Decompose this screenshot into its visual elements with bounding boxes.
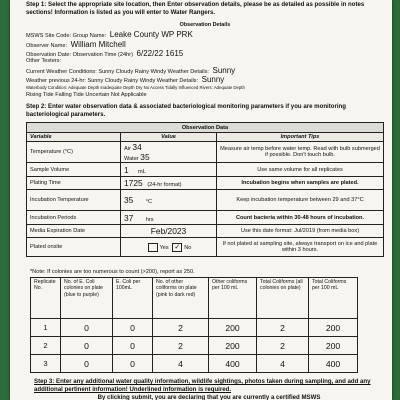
rep-header-replicate: Replicate No. [31, 278, 61, 319]
media-expiration-label: Media Expiration Date [27, 225, 121, 238]
header-variable: Variable [27, 133, 121, 142]
rep-header-ecoli-per-100ml: E. Coli per 100mL [113, 278, 153, 319]
total-per-100ml: 200 [309, 337, 358, 355]
table-row [31, 355, 358, 373]
step1-instructions: Step 1: Select the appropriate site location, then Enter observation details, please be as detailed as possible in notes sections! Information is listed as you will enter to Water Rangers. [26, 1, 365, 16]
plated-onsite-tip: If not plated at sampling site, always transport on ice and plate within 3 hours. [217, 238, 384, 257]
date-value: 6/22/22 1615 [136, 49, 184, 58]
data-sheet [10, 0, 392, 400]
header-tips: Important Tips [217, 133, 384, 142]
incubation-temp-tip: Keep incubation temperature between 29 and 37°C [217, 190, 384, 211]
other-colonies: 4 [153, 355, 209, 373]
date-line [26, 49, 183, 58]
media-expiration-value: Feb/2023 [150, 226, 187, 236]
plating-time-value: 1725 [124, 178, 143, 188]
table-row [31, 337, 358, 355]
ecoli-colonies: 0 [61, 337, 113, 355]
incubation-temp-label: Incubation Temperature [27, 190, 121, 211]
incubation-temp-value: 35 [124, 195, 134, 205]
plated-no-checkbox[interactable]: ✓ [172, 243, 182, 252]
testers-label: Other Testers: [26, 58, 62, 64]
previous-weather-value: Sunny [201, 75, 225, 84]
rep-header-total-colonies: Total Coliforms (all colonies on plate) [257, 278, 309, 319]
other-per-100ml: 200 [209, 337, 257, 355]
sample-volume-tip: Use same volume for all replicates [217, 163, 384, 177]
incubation-period-unit: hrs [145, 216, 154, 223]
step3-instructions [34, 378, 384, 400]
total-per-100ml: 200 [309, 319, 358, 337]
total-colonies: 4 [257, 355, 309, 373]
replicate-table [30, 277, 358, 373]
other-colonies: 2 [153, 337, 209, 355]
observation-data-table [26, 122, 384, 257]
temperature-label: Temperature (°C) [27, 142, 121, 163]
rep-header-other-colonies: No. of other coliforms on plate (pink to dark red) [153, 278, 209, 319]
sample-volume-unit: mL [138, 168, 146, 175]
observer-label: Observer Name: [26, 43, 68, 49]
row-media-expiration [27, 225, 384, 238]
replicate-number: 3 [31, 355, 61, 373]
date-label: Observation Date: Observation Time (24hr) [26, 52, 133, 58]
incubation-period-tip: Count bacteria within 30-48 hours of incubation. [217, 211, 384, 225]
previous-weather-label: Weather previous 24-hr: Sunny Cloudy Rainy Windy Weather Details: [26, 78, 199, 84]
plated-yes-checkbox[interactable] [148, 243, 158, 252]
temperature-values [121, 142, 217, 163]
ecoli-per-100ml: 0 [113, 337, 153, 355]
current-weather-label: Current Weather Conditions: Sunny Cloudy Rainy Windy Weather Details: [26, 69, 209, 75]
other-colonies: 2 [153, 319, 209, 337]
rep-header-other-per-100ml: Other coliforms per 100 mL [209, 278, 257, 319]
plating-time-tip: Incubation begins when samples are plated. [217, 177, 384, 190]
previous-weather-line [26, 75, 224, 84]
replicate-number: 2 [31, 337, 61, 355]
current-weather-line [26, 66, 235, 75]
observer-value: William Mitchell [70, 40, 126, 49]
media-expiration-tip: Use this date format: Jul/2019 (from media box) [217, 225, 384, 238]
incubation-temp-unit: °C [145, 199, 153, 205]
plated-yes-label: Yes [159, 244, 169, 251]
rep-header-total-per-100ml: Total Coliforms per 100 mL [309, 278, 358, 319]
water-temp-value: 35 [140, 152, 150, 162]
row-sample-volume [27, 163, 384, 177]
site-line [26, 30, 193, 39]
waterbody-condition: Waterbody Condition: Adequate Depth Inadequate Depth Dry No Access Tidally Influenced Rivers: Adequate Depth [26, 85, 245, 90]
rep-header-ecoli-colonies: No. of E. Coli colonies on plate (blue to purple) [61, 278, 113, 319]
testers-line [26, 58, 61, 64]
total-colonies: 2 [257, 337, 309, 355]
observation-data-title: Observation Data [27, 123, 384, 133]
observer-line [26, 40, 126, 49]
ecoli-per-100ml: 0 [113, 319, 153, 337]
water-label: Water [124, 156, 139, 162]
sample-volume-label: Sample Volume [27, 163, 121, 177]
site-label: MSWS Site Code: Group Name: [26, 33, 107, 39]
plating-time-unit: (24-hr format) [147, 182, 182, 188]
other-per-100ml: 400 [209, 355, 257, 373]
air-temp-value: 34 [132, 142, 142, 152]
total-colonies: 2 [257, 319, 309, 337]
ecoli-colonies: 0 [61, 355, 113, 373]
replicate-number: 1 [31, 319, 61, 337]
plating-time-label: Plating Time [27, 177, 121, 190]
incubation-period-value: 37 [124, 212, 134, 223]
sample-volume-value: 1 [124, 164, 129, 175]
step3-declaration: By clicking submit, you are declaring that you are currently a certified MSWS [97, 394, 321, 400]
incubation-period-label: Incubation Periods [27, 211, 121, 225]
current-weather-value: Sunny [212, 66, 236, 75]
site-value: Leake County WP PRK [109, 30, 193, 39]
air-label: Air [124, 146, 131, 152]
plated-no-label: No [184, 244, 192, 251]
ecoli-colonies: 0 [61, 319, 113, 337]
row-temperature [27, 142, 384, 163]
ecoli-per-100ml: 0 [113, 355, 153, 373]
observation-details-title: Observation Details [179, 22, 231, 28]
header-value: Value [121, 133, 217, 142]
plated-onsite-label: Plated onsite [27, 238, 121, 257]
other-per-100ml: 200 [209, 319, 257, 337]
step3-text: Step 3: Enter any additional water quality information, wildlife sightings, photos taken during sampling, and add any additional pertinent information! Underlined information is required. [34, 378, 371, 393]
table-row [31, 319, 358, 337]
total-per-100ml: 400 [309, 355, 358, 373]
row-plating-time [27, 177, 384, 190]
tide-options: Rising Tide Falling Tide Uncertain Not Applicable [26, 92, 147, 98]
colonies-note: *Note: If colonies are too numerous to count (>200), report as 250. [30, 269, 195, 275]
row-incubation-temp [27, 190, 384, 211]
step2-instructions: Step 2: Enter water observation data & associated bacteriological monitoring parameters if you are monitoring bacteriological parameters. [26, 103, 346, 118]
temperature-tip: Measure air temp before water temp. Read with bulb submerged if possible. Don't touch bulb. [217, 142, 384, 163]
row-incubation-period [27, 211, 384, 225]
row-plated-onsite [27, 238, 384, 257]
